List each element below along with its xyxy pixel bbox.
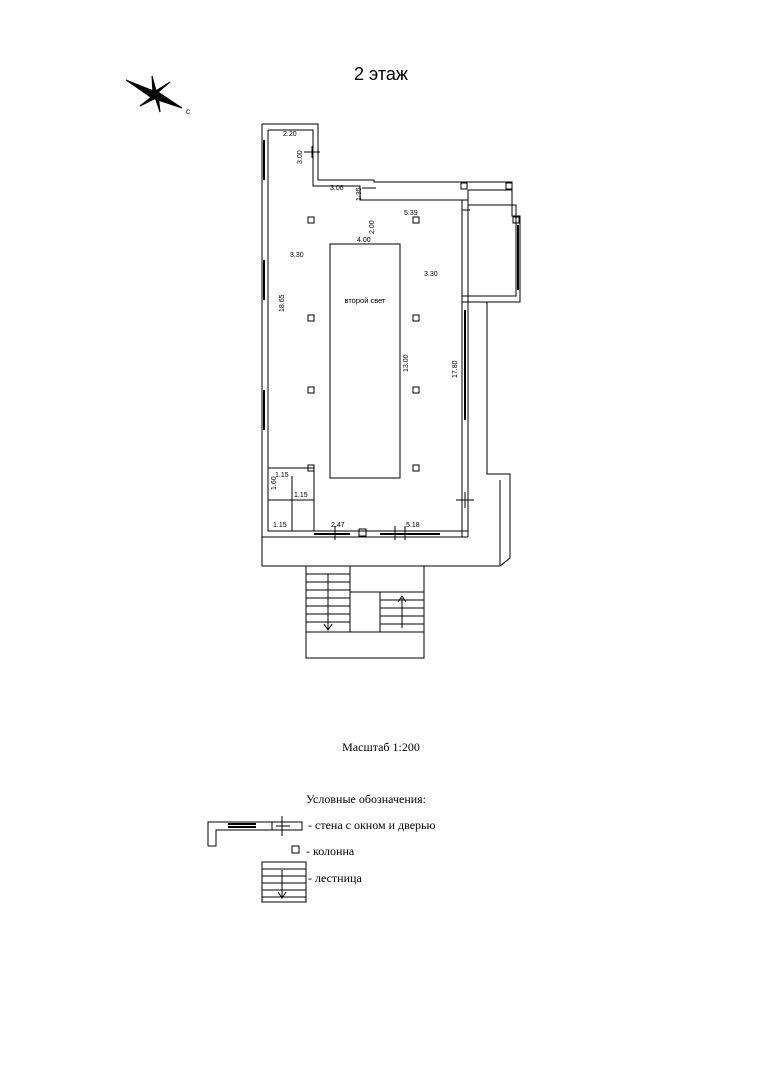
legend-title: Условные обозначения: — [306, 792, 427, 806]
compass-north-label: с — [186, 107, 190, 116]
compass-icon — [126, 76, 182, 112]
dim-2-20: 2.20 — [283, 131, 297, 138]
dim-1-35: 1.35 — [356, 187, 363, 201]
dim-2-00: 2.00 — [369, 220, 376, 234]
void-label: второй свет — [344, 296, 386, 305]
dim-3-06: 3.06 — [330, 185, 344, 192]
dim-3-30-left: 3.30 — [290, 252, 304, 259]
dim-3-30-right: 3.30 — [424, 271, 438, 278]
legend-column-label: - колонна — [306, 844, 355, 858]
dim-18-65: 18.65 — [279, 294, 286, 312]
dim-2-47: 2.47 — [331, 522, 345, 529]
dim-1-15-c: 1.15 — [273, 522, 287, 529]
dim-17-80: 17.80 — [452, 360, 459, 378]
page-title: 2 этаж — [354, 64, 408, 84]
dim-3-00: 3.00 — [297, 150, 304, 164]
dim-4-00: 4.00 — [357, 237, 371, 244]
scale-label: Масштаб 1:200 — [342, 740, 420, 754]
legend-wall-label: - стена с окном и дверью — [308, 818, 436, 832]
dim-13-00: 13.00 — [403, 354, 410, 372]
legend-stair-label: - лестница — [308, 871, 362, 885]
stair-block — [306, 566, 424, 658]
dim-1-60: 1.60 — [271, 476, 278, 490]
dim-5-18: 5.18 — [406, 522, 420, 529]
dim-1-15-b: 1.15 — [294, 492, 308, 499]
dim-1-15-a: 1.15 — [275, 472, 289, 479]
terrace-outline — [262, 302, 510, 566]
dim-5-39: 5.39 — [404, 210, 418, 217]
double-height-void — [330, 244, 400, 478]
legend-graphics — [208, 816, 306, 902]
